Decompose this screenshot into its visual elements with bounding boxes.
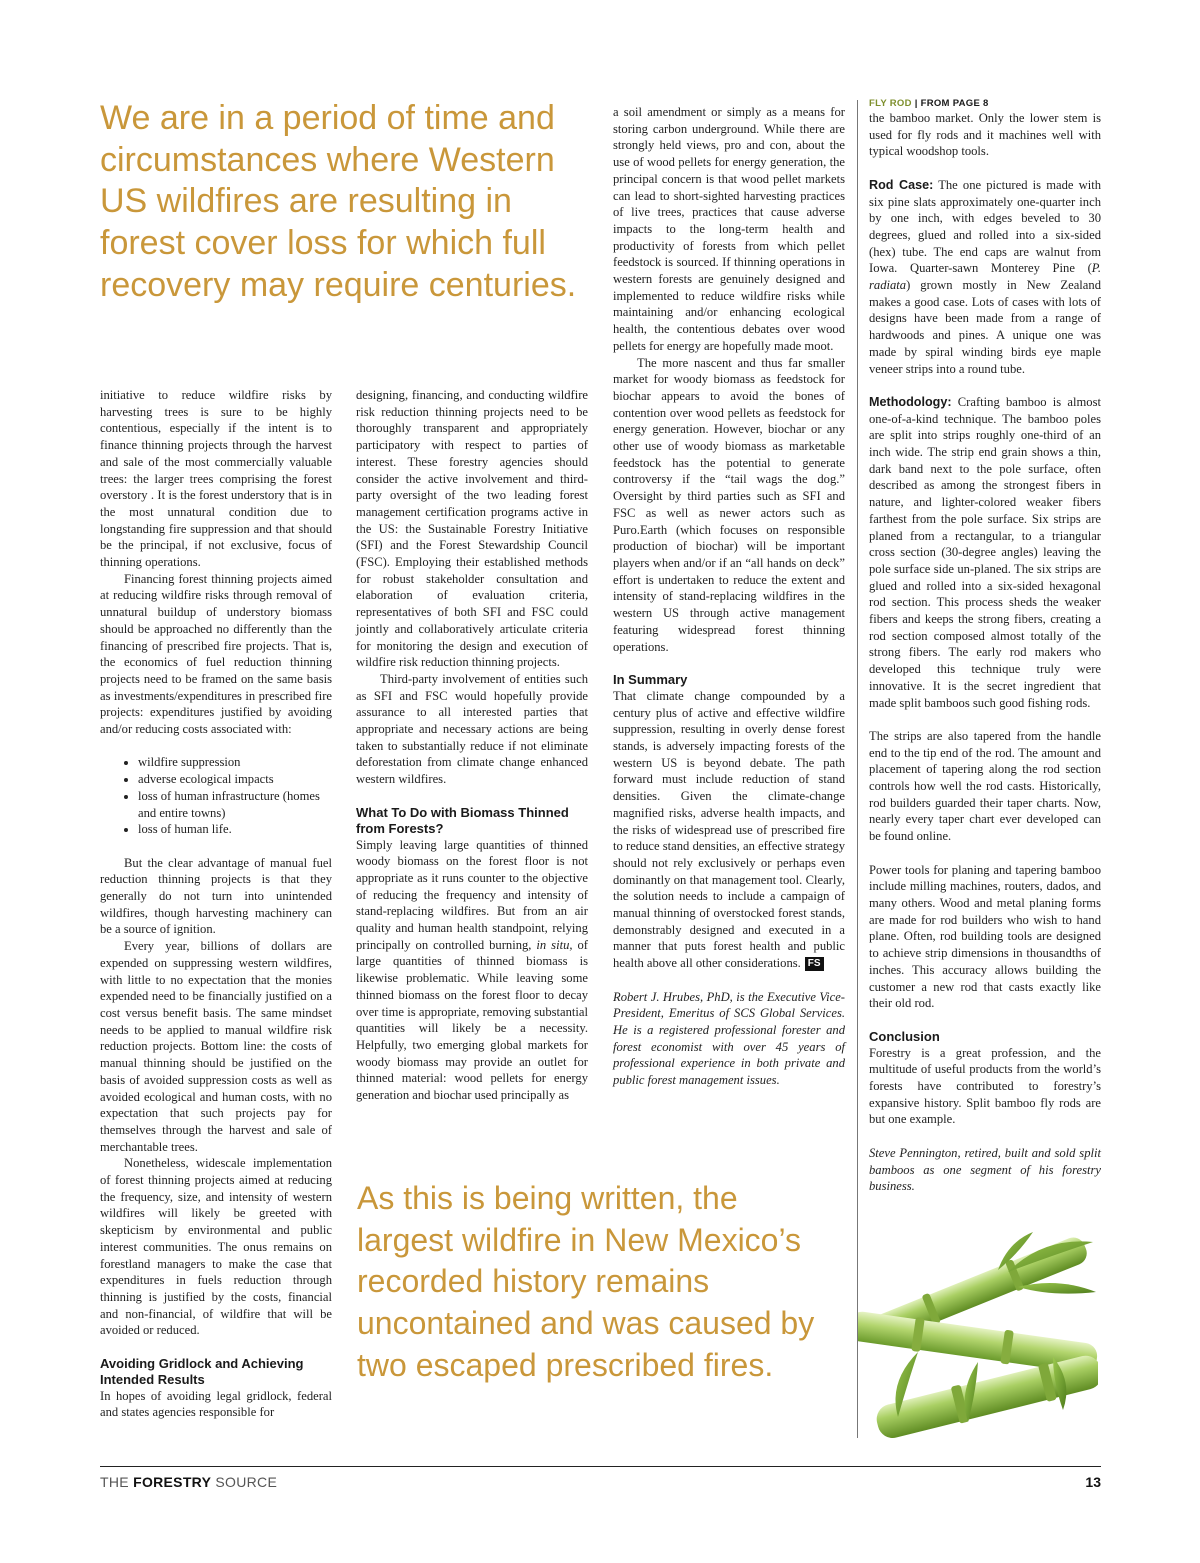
pull-quote-bottom: As this is being written, the largest wildfire in New Mexico’s recorded history remains uncontained and was caused by two escaped prescribed fires. xyxy=(357,1180,815,1383)
author-bio: Steve Pennington, retired, built and sold split bamboos as one segment of his forestry business. xyxy=(869,1145,1101,1194)
article-column-4 xyxy=(869,98,1101,1195)
paragraph: Rod Case: The one pictured is made with six pine slats approximately one-quarter inch by one inch, with edges beveled to 30 degrees, glued and rolled into a six-sided (hex) tube. The end caps are walnut from Iowa. Quarter-sawn Monterey Pine (P. radiata) grown mostly in New Zealand makes a good case. Lots of cases with lots of designs have been made from a range of hardwoods and pines. A unique one was made by spiral winding birds eye maple veneer strips into a round tube. xyxy=(869,177,1102,376)
jump-line: FLY ROD | FROM PAGE 8 xyxy=(869,98,989,109)
paragraph: Simply leaving large quantities of thinned woody biomass on the forest floor is not appropriate as it runs counter to the objective of reducing the frequency and intensity of stand-replacing wildfires. But from an air quality and human health standpoint, relying principally on controlled burning, in situ, of large quantities of thinned biomass is likewise problematic. While leaving some thinned biomass on the forest floor to decay over time is appropriate, removing substantial quantities will likely be a necessity. Helpfully, two emerging global markets for woody biomass may provide an outlet for thinned material: wood pellets for energy generation and biochar used principally as xyxy=(356,837,588,1103)
paragraph: the bamboo market. Only the lower stem is used for fly rods and it machines well with typical woodshop tools. xyxy=(869,111,1101,159)
paragraph: Forestry is a great profession, and the multitude of useful products from the world’s forests have contributed to forestry’s expansive history. Split bamboo fly rods are but one example. xyxy=(869,1045,1101,1127)
paragraph: Methodology: Crafting bamboo is almost one-of-a-kind technique. The bamboo poles are split into strips roughly one-third of an inch wide. The strip end grain shows a thin, dark band next to the pole surface, often described as among the strongest fibers in nature, and lighter-colored weaker fibers farthest from the pole surface. Six strips are planed from a rectangular, to a triangular cross section (30-degree angles) leaving the pole surface side un-planed. The six strips are glued and rolled into a six-sided hexagonal rod section. This process sheds the weaker fibers and keeps the strong fibers, creating a rod section composed almost totally of the strong fibers. The early rod makers who developed this technique truly were innovative. It is the secret ingredient that made split bamboos such good fishing rods. xyxy=(869,394,1101,710)
paragraph: Third-party involvement of entities such as SFI and FSC would hopefully provide assurance to all interested parties that appropriate and necessary actions are being taken to substantially reduce if not eliminate deforestation from climate change enhanced western wildfires. xyxy=(356,671,588,787)
paragraph: initiative to reduce wildfire risks by harvesting trees is sure to be highly contentious, especially if the intent is to finance thinning projects through the harvest and sale of the most commercially valuable trees: the larger trees comprising the forest overstory . It is the forest understory that is in the most unnatural condition due to longstanding fire suppression and that should be the principal, if not exclusive, focus of thinning operations. xyxy=(100,388,332,570)
article-column-3 xyxy=(613,104,845,1089)
paragraph: Nonetheless, widescale implementation of forest thinning projects aimed at reducing the frequency, size, and intensity of western wildfires will likely be greeted with skepticism by environmental and public interest communities. The onus remains on forestland managers to make the case that expenditures in fuels reduction through thinning is justified by the costs, financial and non-financial, of wildfire that will be avoided or reduced. xyxy=(100,1156,332,1338)
pull-quote-top: We are in a period of time and circumstances where Western US wildfires are resulting in forest cover loss for which full recovery may require centuries. xyxy=(100,99,577,304)
paragraph: designing, financing, and conducting wildfire risk reduction thinning projects need to be thoroughly transparent and appropriately participatory with respect to parties of interest. These forestry agencies should consider the active involvement and third-party oversight of the two leading forest management certification programs active in the US: the Sustainable Forestry Initiative (SFI) and the Forest Stewardship Council (FSC). Employing their established methods for robust stakeholder consultation and elaboration of evaluation criteria, representatives of both SFI and FSC could jointly and collaboratively articulate criteria for monitoring the design and execution of wildfire risk reduction thinning projects. xyxy=(356,388,588,670)
bamboo-icon xyxy=(858,1232,1098,1462)
paragraph: Power tools for planing and tapering bamboo include milling machines, routers, dados, and many others. Wood and metal planing forms are made for rod builders who wish to hand plane. Often, rod building tools are designed to achieve strip dimensions in thousandths of inches. This accuracy allows building the customer a new rod that casts exactly like their old rod. xyxy=(869,862,1101,1011)
paragraph: Financing forest thinning projects aimed at reducing wildfire risks through removal of unnatural buildup of understory biomass should be approached no differently than the financing of prescribed fire projects. That is, the economics of fuel reduction thinning projects need to be framed on the same basis as investments/expenditures in prescribed fire projects: expenditures justified by avoiding and/or reducing costs associated with: xyxy=(100,571,332,737)
paragraph: In hopes of avoiding legal gridlock, federal and states agencies responsible for xyxy=(100,1388,332,1420)
article-column-2 xyxy=(356,387,588,1104)
section-heading: Avoiding Gridlock and Achieving Intended Results xyxy=(100,1355,304,1387)
section-heading: Conclusion xyxy=(869,1028,940,1044)
list-item: • wildfire suppression xyxy=(138,754,332,771)
paragraph: Every year, billions of dollars are expended on suppressing western wildfires, with little to no expectation that the monies expended need to be financially justified on a cost versus benefit basis. The same mindset needs to be applied to manual wildfire risk reduction projects. Bottom line: the costs of manual thinning should be justified on the basis of avoided suppression costs as well as avoided ecological and human costs, with no expectation that such projects pay for themselves through the harvest and sale of merchantable trees. xyxy=(100,939,332,1154)
list-item: • adverse ecological impacts xyxy=(138,771,332,788)
paragraph: a soil amendment or simply as a means for storing carbon underground. While there are strongly held views, pro and con, about the use of wood pellets for energy generation, the principal concern is that wood pellet markets can lead to short-sighted harvesting practices of live trees, practices that cause adverse impacts to the long-term health and productivity of forests from which pellet feedstock is sourced. If thinning operations in western forests are genuinely designed and implemented to reduce wildfire risks while maintaining and/or enhancing ecological health, the contentious debates over wood pellets for energy are hopefully made moot. xyxy=(613,105,845,353)
paragraph: But the clear advantage of manual fuel reduction thinning projects is that they generally do not turn into unintended wildfires, though harvesting machinery can be a source of ignition. xyxy=(100,855,332,937)
end-of-story-badge: FS xyxy=(805,957,824,971)
magazine-name: THE FORESTRY SOURCE xyxy=(100,1474,278,1490)
section-heading: What To Do with Biomass Thinned from Forests? xyxy=(356,804,569,836)
section-heading: In Summary xyxy=(613,671,688,687)
paragraph: The strips are also tapered from the handle end to the tip end of the rod. The amount and placement of tapering along the rod section controls how well the rod casts. Historically, rod builders guarded their taper charts. Now, nearly every taper chart ever developed can be found online. xyxy=(869,728,1101,844)
paragraph: That climate change compounded by a century plus of active and effective wildfire suppression, resulting in overly dense forest stands, is adversely impacting forests of the western US is beyond debate. The path forward must include reduction of stand densities. Given the climate-change magnified risks, adverse health impacts, and the risks of widespread use of prescribed fire to reduce stand densities, an effective strategy should not rely exclusively or perhaps even dominantly on that management tool. Clearly, the solution needs to include a campaign of manual thinning of overstocked forest stands, demonstrably designed and executed in a manner that puts forest health and public health above all other considerations. FS xyxy=(613,688,845,971)
list-item: • loss of human infrastructure (homes and entire towns) xyxy=(138,788,332,821)
paragraph: The more nascent and thus far smaller market for woody biomass as feedstock for biochar appears to avoid the bones of contention over wood pellets as feedstock for energy generation. However, biochar or any other use of woody biomass as marketable feedstock has the potential to generate controversy if the “tail wags the dog.” Oversight by third parties such as SFI and FSC as well as newer actors such as Puro.Earth (which focuses on responsible production of biochar) will be important players when and/or if an “all hands on deck” effort is undertaken to reduce the extent and intensity of stand-replacing wildfires in the western US through active management featuring widespread forest thinning operations. xyxy=(613,355,845,654)
footer-rule xyxy=(100,1466,1101,1467)
page-number: 13 xyxy=(1085,1474,1101,1490)
list-item: • loss of human life. xyxy=(138,821,332,838)
cost-list xyxy=(100,754,332,838)
author-bio: Robert J. Hrubes, PhD, is the Executive Vice-President, Emeritus of SCS Global Services. He is a registered professional forester and forest economist with over 45 years of professional experience in both private and public forest management issues. xyxy=(613,989,845,1088)
article-column-1 xyxy=(100,387,332,1421)
